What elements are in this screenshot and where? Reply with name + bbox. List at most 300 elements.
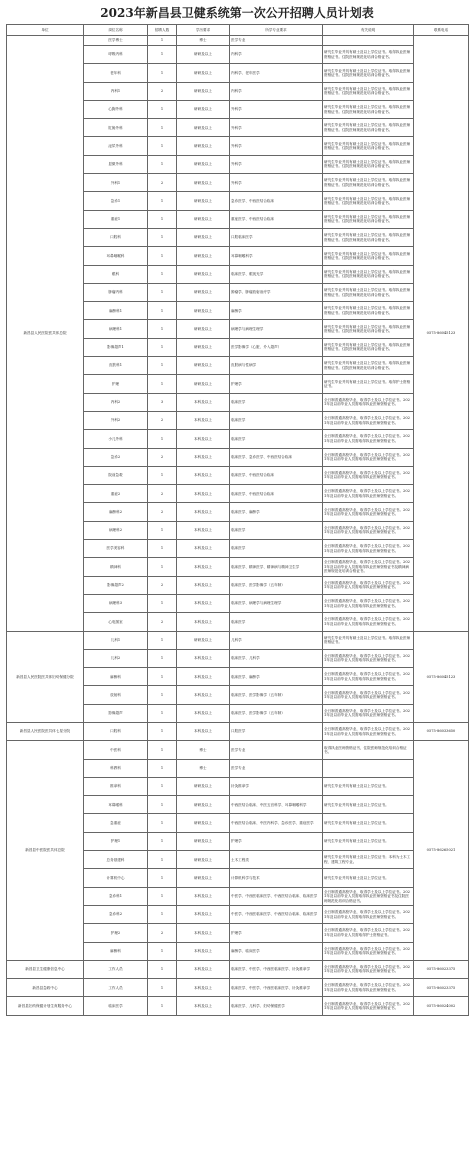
count-cell: 1 (148, 357, 177, 375)
major-cell: 中西医结合临床、中医内科学、急诊医学、重症医学 (230, 814, 323, 832)
position-cell: 工作人员 (84, 960, 148, 978)
major-cell: 中西医结合临床、中医五官科学、耳鼻咽喉科学 (230, 796, 323, 814)
education-cell: 本科及以上 (177, 960, 230, 978)
count-cell: 1 (148, 119, 177, 137)
phone-cell: 0575-86023375 (414, 979, 469, 997)
position-cell: 放射科 (84, 686, 148, 704)
education-cell: 研研及以上 (177, 192, 230, 210)
position-cell: 中医科 (84, 741, 148, 759)
count-cell: 1 (148, 942, 177, 960)
major-cell: 内科学、老年医学 (230, 64, 323, 82)
unit-cell: 新昌县中医院医共体总院 (7, 741, 84, 961)
education-cell: 研研及以上 (177, 631, 230, 649)
position-cell: 护理1 (84, 832, 148, 850)
table-header-row (7, 25, 469, 36)
header-phone: 联系电话 (414, 25, 469, 36)
header-count: 招聘人数 (148, 25, 177, 36)
position-cell: 肛肠外科 (84, 119, 148, 137)
major-cell: 儿科学 (230, 631, 323, 649)
count-cell: 2 (148, 576, 177, 594)
education-cell: 本科及以上 (177, 521, 230, 539)
unit-cell: 新昌县人民医院医共体总院 (7, 36, 84, 632)
count-cell: 1 (148, 668, 177, 686)
education-cell: 研研及以上 (177, 777, 230, 795)
count-cell: 1 (148, 649, 177, 667)
education-cell: 研研及以上 (177, 302, 230, 320)
notes-cell: 全日制普通高校毕业，取得学士及以上学位证书。2021年及以前毕业人员需取得执业医师资格证书及精神病医师规范化培训合格证书。 (323, 558, 414, 576)
position-cell: 影像超声1 (84, 338, 148, 356)
unit-cell: 新昌县人民医院医共体七星分院 (7, 722, 84, 740)
education-cell: 博士 (177, 759, 230, 777)
position-cell: 麻醉科2 (84, 503, 148, 521)
education-cell: 本科及以上 (177, 411, 230, 429)
phone-cell: 0575-86033650 (414, 722, 469, 740)
notes-cell: 全日制普通高校毕业，取得学士及以上学位证书。2021年及以前毕业人员需取得执业医师资格证书。 (323, 613, 414, 631)
count-cell: 1 (148, 741, 177, 759)
page-title: 2023年新昌县卫健系统第一次公开招聘人员计划表 (100, 6, 374, 20)
notes-cell: 研究生毕业并具有硕士及以上学位证书。取得执业医师资格证书。住院医师规范化培训合格证书。 (323, 174, 414, 192)
education-cell: 研研及以上 (177, 357, 230, 375)
unit-cell: 新昌县人民医院医共体妇幼保健分院 (7, 631, 84, 722)
count-cell: 1 (148, 777, 177, 795)
major-cell: 护理学 (230, 924, 323, 942)
count-cell: 2 (148, 503, 177, 521)
major-cell: 临床医学、中医学、中西医临床医学、针灸推拿学 (230, 960, 323, 978)
notes-cell: 全日制普通高校毕业，取得学士及以上学位证书。2021年及以前毕业人员需取得执业医师资格证书及住院医师规范化培训合格证书。 (323, 887, 414, 905)
notes-cell: 研究生毕业并具有硕士及以上学位证书。取得执业医师资格证书。住院医师规范化培训合格证书。 (323, 192, 414, 210)
position-cell: 护理 (84, 375, 148, 393)
education-cell: 研研及以上 (177, 320, 230, 338)
position-cell: 医学博士 (84, 36, 148, 46)
major-cell: 医学影像学（心脏、介入超声） (230, 338, 323, 356)
notes-cell: 全日制普通高校毕业，取得学士及以上学位证书。2021年及以前毕业人员需取得执业医师资格证书。 (323, 704, 414, 722)
notes-cell: 全日制普通高校毕业，取得学士及以上学位证书。2021年及以前毕业人员需取得执业医师资格证书。 (323, 979, 414, 997)
count-cell: 1 (148, 631, 177, 649)
count-cell: 2 (148, 485, 177, 503)
count-cell: 1 (148, 686, 177, 704)
count-cell: 1 (148, 594, 177, 612)
major-cell: 临床医学、医学影像学（五年制） (230, 576, 323, 594)
position-cell: 计算机中心 (84, 869, 148, 887)
position-cell: 病理科1 (84, 320, 148, 338)
count-cell: 1 (148, 796, 177, 814)
major-cell: 临床医学、医学影像学（五年制） (230, 686, 323, 704)
count-cell: 1 (148, 722, 177, 740)
education-cell: 研研及以上 (177, 869, 230, 887)
notes-cell: 全日制普通高校毕业，取得学士及以上学位证书。2021年及以前毕业人员需取得执业医师资格证书。 (323, 448, 414, 466)
notes-cell: 研究生毕业并具有硕士及以上学位证书。取得执业医师资格证书。住院医师规范化培训合格证书。 (323, 82, 414, 100)
major-cell: 临床医学 (230, 540, 323, 558)
major-cell: 医学专业 (230, 759, 323, 777)
major-cell: 中医学、中西医临床医学、中西医结合临床、临床医学 (230, 887, 323, 905)
major-cell: 临床医学、麻醉学 (230, 503, 323, 521)
education-cell: 本科及以上 (177, 485, 230, 503)
notes-cell: 全日制普通高校毕业，取得学士及以上学位证书。2021年及以前毕业人员需取得执业医师资格证书。 (323, 722, 414, 740)
major-cell: 护理学 (230, 375, 323, 393)
position-cell: 医学美容科 (84, 540, 148, 558)
notes-cell: 全日制普通高校毕业，取得学士及以上学位证书。2021年及以前毕业人员需取得执业医师资格证书。 (323, 521, 414, 539)
major-cell: 内科学 (230, 46, 323, 64)
notes-cell: 全日制普通高校毕业，取得学士及以上学位证书。2021年及以前毕业人员需取得执业医师资格证书。 (323, 960, 414, 978)
notes-cell: 研究生毕业并具有硕士及以上学位证书。 (323, 832, 414, 850)
major-cell: 内科学 (230, 82, 323, 100)
count-cell: 1 (148, 704, 177, 722)
position-cell: 急诊2 (84, 448, 148, 466)
table-row (7, 722, 469, 740)
count-cell: 1 (148, 759, 177, 777)
position-cell: 泌尿外科 (84, 137, 148, 155)
notes-cell: 研究生毕业并具有硕士及以上学位证书。取得执业医师资格证书。住院医师规范化培训合格证书。 (323, 265, 414, 283)
count-cell: 1 (148, 302, 177, 320)
notes-cell: 全日制普通高校毕业，取得学士及以上学位证书。2021年及以前毕业人员需取得执业医师资格证书。 (323, 594, 414, 612)
major-cell: 护理学 (230, 832, 323, 850)
education-cell: 研研及以上 (177, 137, 230, 155)
position-cell: 外科2 (84, 411, 148, 429)
notes-cell: 研究生毕业并具有硕士及以上学位证书。 (323, 869, 414, 887)
notes-cell (323, 36, 414, 46)
notes-cell: 全日制普通高校毕业，取得学士及以上学位证书。2021年及以前毕业人员需取得执业医师资格证书。 (323, 485, 414, 503)
count-cell: 1 (148, 997, 177, 1015)
education-cell: 研研及以上 (177, 210, 230, 228)
major-cell: 临床医学、中西医结合临床 (230, 485, 323, 503)
education-cell: 研研及以上 (177, 64, 230, 82)
count-cell: 1 (148, 430, 177, 448)
major-cell: 外科学 (230, 119, 323, 137)
count-cell: 1 (148, 905, 177, 923)
count-cell: 2 (148, 613, 177, 631)
major-cell: 临床医学、儿科学 (230, 649, 323, 667)
count-cell: 3 (148, 393, 177, 411)
education-cell: 本科及以上 (177, 594, 230, 612)
count-cell: 1 (148, 210, 177, 228)
major-cell: 耳鼻咽喉科学 (230, 247, 323, 265)
major-cell: 临床医学、眼视光学 (230, 265, 323, 283)
position-cell: 急诊科2 (84, 905, 148, 923)
notes-cell: 全日制普通高校毕业，取得学士及以上学位证书。2021年及以前毕业人员需取得执业医师资格证书。 (323, 503, 414, 521)
position-cell: 儿科2 (84, 649, 148, 667)
notes-cell (323, 759, 414, 777)
education-cell: 本科及以上 (177, 558, 230, 576)
education-cell: 本科及以上 (177, 576, 230, 594)
notes-cell: 研究生毕业并具有硕士及以上学位证书。 (323, 796, 414, 814)
major-cell: 临床医学、病理学与病理生理学 (230, 594, 323, 612)
education-cell: 研研及以上 (177, 375, 230, 393)
education-cell: 本科及以上 (177, 704, 230, 722)
phone-cell: 0575-86265021 (414, 741, 469, 961)
notes-cell: 研究生毕业并具有硕士及以上学位证书。取得执业医师资格证书。住院医师规范化培训合格证书。 (323, 283, 414, 301)
notes-cell: 研究生毕业并具有硕士及以上学位证书。取得执业医师资格证书。住院医师规范化培训合格证书。 (323, 137, 414, 155)
education-cell: 研研及以上 (177, 851, 230, 869)
notes-cell: 研究生毕业并具有硕士及以上学位证书。取得执业医师资格证书。住院医师规范化培训合格证书。 (323, 119, 414, 137)
position-cell: 耳鼻咽喉科 (84, 247, 148, 265)
count-cell: 1 (148, 247, 177, 265)
position-cell: 精神科 (84, 558, 148, 576)
notes-cell: 研究生毕业并具有硕士及以上学位证书。取得执业医师资格证书。住院医师规范化培训合格证书。 (323, 320, 414, 338)
notes-cell: 研究生毕业并具有硕士及以上学位证书。取得执业医师资格证书。住院医师规范化培训合格证书。 (323, 100, 414, 118)
position-cell: 儿科1 (84, 631, 148, 649)
major-cell: 麻醉学、临床医学 (230, 942, 323, 960)
education-cell: 博士 (177, 36, 230, 46)
notes-cell: 研究生毕业并具有硕士及以上学位证书。取得执业医师资格证书。住院医师规范化培训合格证书。 (323, 46, 414, 64)
count-cell: 1 (148, 320, 177, 338)
notes-cell: 研究生毕业并具有硕士及以上学位证书。取得执业医师资格证书。住院医师规范化培训合格证书。 (323, 210, 414, 228)
major-cell: 针灸推拿学 (230, 777, 323, 795)
major-cell: 临床医学、中医学、中西医临床医学、针灸推拿学 (230, 979, 323, 997)
header-major: 所学专业要求 (230, 25, 323, 36)
education-cell: 研研及以上 (177, 155, 230, 173)
education-cell: 研研及以上 (177, 796, 230, 814)
position-cell: 临床医学 (84, 997, 148, 1015)
phone-cell: 0575-86045123 (414, 631, 469, 722)
major-cell: 临床医学 (230, 430, 323, 448)
notes-cell: 研究生毕业并具有硕士及以上学位证书。取得执业医师资格证书。住院医师规范化培训合格证书。 (323, 338, 414, 356)
education-cell: 研研及以上 (177, 247, 230, 265)
position-cell: 院前急救 (84, 466, 148, 484)
education-cell: 本科及以上 (177, 649, 230, 667)
position-cell: 心胸外科 (84, 100, 148, 118)
major-cell: 口腔医学 (230, 722, 323, 740)
education-cell: 本科及以上 (177, 887, 230, 905)
major-cell: 医学专业 (230, 36, 323, 46)
education-cell: 研研及以上 (177, 338, 230, 356)
notes-cell: 研究生毕业并具有硕士及以上学位证书；本科为土木工程、建筑工程专业。 (323, 851, 414, 869)
notes-cell: 研究生毕业并具有硕士及以上学位证书。 (323, 777, 414, 795)
education-cell: 本科及以上 (177, 924, 230, 942)
position-cell: 心电图室 (84, 613, 148, 631)
count-cell: 1 (148, 338, 177, 356)
education-cell: 本科及以上 (177, 503, 230, 521)
position-cell: 推拿科 (84, 777, 148, 795)
major-cell: 计算机科学与技术 (230, 869, 323, 887)
notes-cell: 全日制普通高校毕业，取得学士及以上学位证书。2021年及以前毕业人员需取得执业医师资格证书。 (323, 411, 414, 429)
major-cell: 口腔临床医学 (230, 228, 323, 246)
count-cell: 1 (148, 64, 177, 82)
position-cell: 影像超声 (84, 704, 148, 722)
position-cell: 急诊科1 (84, 887, 148, 905)
notes-cell: 研究生毕业并具有硕士及以上学位证书。取得护士资格证书。 (323, 375, 414, 393)
position-cell: 肿瘤内科 (84, 283, 148, 301)
position-cell: 病理科2 (84, 521, 148, 539)
notes-cell: 全日制普通高校毕业，取得学士及以上学位证书。2021年及以前毕业人员需取得执业医师资格证书。 (323, 668, 414, 686)
count-cell: 1 (148, 814, 177, 832)
header-notes: 有关说明 (323, 25, 414, 36)
count-cell: 1 (148, 869, 177, 887)
major-cell: 外科学 (230, 174, 323, 192)
position-cell: 病理科3 (84, 594, 148, 612)
position-cell: 皮肤科1 (84, 357, 148, 375)
education-cell: 研研及以上 (177, 100, 230, 118)
major-cell: 急诊医学、中西医结合临床 (230, 192, 323, 210)
major-cell: 病理学与病理生理学 (230, 320, 323, 338)
count-cell: 1 (148, 540, 177, 558)
position-cell: 眼科 (84, 265, 148, 283)
education-cell: 本科及以上 (177, 540, 230, 558)
position-cell: 内科2 (84, 393, 148, 411)
position-cell: 显微外科 (84, 155, 148, 173)
major-cell: 临床医学、儿科学、妇幼保健医学 (230, 997, 323, 1015)
major-cell: 临床医学、医学影像学（五年制） (230, 704, 323, 722)
major-cell: 皮肤病与性病学 (230, 357, 323, 375)
position-cell: 工作人员 (84, 979, 148, 997)
position-cell: 外科1 (84, 174, 148, 192)
count-cell: 1 (148, 887, 177, 905)
major-cell: 外科学 (230, 100, 323, 118)
major-cell: 土木工程类 (230, 851, 323, 869)
education-cell: 本科及以上 (177, 942, 230, 960)
education-cell: 研研及以上 (177, 119, 230, 137)
education-cell: 研研及以上 (177, 283, 230, 301)
major-cell: 临床医学、麻醉学 (230, 668, 323, 686)
position-cell: 影像超声2 (84, 576, 148, 594)
education-cell: 研研及以上 (177, 265, 230, 283)
education-cell: 本科及以上 (177, 905, 230, 923)
count-cell: 1 (148, 558, 177, 576)
major-cell: 肿瘤学、肿瘤放射治疗学 (230, 283, 323, 301)
position-cell: 麻醉科 (84, 668, 148, 686)
education-cell: 本科及以上 (177, 448, 230, 466)
header-position: 岗位名称 (84, 25, 148, 36)
count-cell: 1 (148, 100, 177, 118)
education-cell: 本科及以上 (177, 466, 230, 484)
table-row (7, 36, 469, 46)
table-row (7, 741, 469, 759)
notes-cell: 研究生毕业并具有硕士及以上学位证书。取得执业医师资格证书。住院医师规范化培训合格证书。 (323, 155, 414, 173)
count-cell: 1 (148, 155, 177, 173)
recruitment-table (6, 24, 469, 1016)
major-cell: 临床医学、精神医学、精神病与精神卫生学 (230, 558, 323, 576)
notes-cell: 研究生毕业并具有硕士及以上学位证书。取得执业医师资格证书。住院医师规范化培训合格证书。 (323, 64, 414, 82)
education-cell: 研研及以上 (177, 228, 230, 246)
major-cell: 中医学、中西医临床医学、中西医结合临床、临床医学 (230, 905, 323, 923)
notes-cell: 全日制普通高校毕业，取得学士及以上学位证书。2021年及以前毕业人员需取得执业医师资格证书。 (323, 649, 414, 667)
education-cell: 研研及以上 (177, 174, 230, 192)
position-cell: 麻醉科1 (84, 302, 148, 320)
count-cell: 1 (148, 466, 177, 484)
notes-cell: 全日制普通高校毕业，取得学士及以上学位证书。2021年及以前毕业人员需取得执业医师资格证书。 (323, 686, 414, 704)
position-cell: 总务基建科 (84, 851, 148, 869)
phone-cell: 0575-86023375 (414, 960, 469, 978)
count-cell: 1 (148, 265, 177, 283)
notes-cell: 研究生毕业并具有硕士及以上学位证书。 (323, 814, 414, 832)
education-cell: 本科及以上 (177, 686, 230, 704)
table-row (7, 631, 469, 649)
education-cell: 本科及以上 (177, 979, 230, 997)
count-cell: 1 (148, 979, 177, 997)
count-cell: 1 (148, 851, 177, 869)
education-cell: 博士 (177, 741, 230, 759)
notes-cell: 全日制普通高校毕业，取得学士及以上学位证书。2021年及以前毕业人员需取得执业医师资格证书。 (323, 997, 414, 1015)
count-cell: 2 (148, 411, 177, 429)
major-cell: 医学专业 (230, 741, 323, 759)
header-education: 学历要求 (177, 25, 230, 36)
table-row (7, 979, 469, 997)
major-cell: 临床医学 (230, 393, 323, 411)
position-cell: 老年科 (84, 64, 148, 82)
position-cell: 小儿外科 (84, 430, 148, 448)
count-cell: 1 (148, 832, 177, 850)
notes-cell: 研究生毕业并具有硕士及以上学位证书。取得执业医师资格证书。住院医师规范化培训合格证书。 (323, 357, 414, 375)
count-cell: 1 (148, 137, 177, 155)
position-cell: 呼吸内科 (84, 46, 148, 64)
count-cell: 1 (148, 960, 177, 978)
notes-cell: 研究生毕业并具有硕士及以上学位证书。取得执业医师资格证书。住院医师规范化培训合格证书。 (323, 247, 414, 265)
count-cell: 1 (148, 192, 177, 210)
table-body (7, 36, 469, 1016)
notes-cell: 全日制普通高校毕业，取得学士及以上学位证书。2021年及以前毕业人员需取得执业医师资格证书。 (323, 430, 414, 448)
major-cell: 临床医学 (230, 411, 323, 429)
major-cell: 临床医学 (230, 613, 323, 631)
notes-cell: 全日制普通高校毕业，取得学士及以上学位证书。2021年及以前毕业人员需取得执业医师资格证书。 (323, 466, 414, 484)
phone-cell: 0575-86024002 (414, 997, 469, 1015)
table-row (7, 960, 469, 978)
position-cell: 重症1 (84, 210, 148, 228)
position-cell: 口腔科 (84, 722, 148, 740)
education-cell: 本科及以上 (177, 722, 230, 740)
education-cell: 本科及以上 (177, 613, 230, 631)
major-cell: 麻醉学 (230, 302, 323, 320)
unit-cell: 新昌县妇幼保健计划生育服务中心 (7, 997, 84, 1015)
notes-cell: 全日制普通高校毕业，取得学士及以上学位证书。2021年及以前毕业人员需取得执业医师资格证书。 (323, 540, 414, 558)
major-cell: 临床医学 (230, 521, 323, 539)
count-cell: 2 (148, 82, 177, 100)
education-cell: 本科及以上 (177, 430, 230, 448)
position-cell: 耳鼻喉科 (84, 796, 148, 814)
position-cell: 口腔科 (84, 228, 148, 246)
count-cell: 1 (148, 375, 177, 393)
education-cell: 研研及以上 (177, 814, 230, 832)
position-cell: 急诊1 (84, 192, 148, 210)
position-cell: 急重症 (84, 814, 148, 832)
education-cell: 本科及以上 (177, 668, 230, 686)
count-cell: 1 (148, 228, 177, 246)
unit-cell: 新昌县卫生健康信息中心 (7, 960, 84, 978)
position-cell: 护理2 (84, 924, 148, 942)
notes-cell: 全日制普通高校毕业，取得学士及以上学位证书。2021年及以前毕业人员需取得执业医师资格证书。 (323, 576, 414, 594)
notes-cell: 研究生毕业并具有硕士及以上学位证书。取得执业医师资格证书。住院医师规范化培训合格证书。 (323, 302, 414, 320)
table-row (7, 997, 469, 1015)
count-cell: 1 (148, 36, 177, 46)
position-cell: 内科1 (84, 82, 148, 100)
major-cell: 外科学 (230, 137, 323, 155)
count-cell: 2 (148, 174, 177, 192)
notes-cell: 全日制普通高校毕业，取得学士及以上学位证书。2021年及以前毕业人员需取得护士资格证书。 (323, 924, 414, 942)
education-cell: 研研及以上 (177, 46, 230, 64)
notes-cell: 研究生毕业并具有硕士及以上学位证书。取得执业医师资格证书。住院医师规范化培训合格证书。 (323, 228, 414, 246)
position-cell: 科教科 (84, 759, 148, 777)
count-cell: 1 (148, 283, 177, 301)
position-cell: 重症2 (84, 485, 148, 503)
education-cell: 本科及以上 (177, 393, 230, 411)
count-cell: 1 (148, 521, 177, 539)
count-cell: 2 (148, 448, 177, 466)
education-cell: 研研及以上 (177, 832, 230, 850)
unit-cell: 新昌县急救中心 (7, 979, 84, 997)
major-cell: 临床医学、中西医结合临床 (230, 466, 323, 484)
notes-cell: 取得执业医师资格证书，住院医师规范化培训合格证书。 (323, 741, 414, 759)
notes-cell: 全日制普通高校毕业，取得学士及以上学位证书。2021年及以前毕业人员需取得执业医师资格证书。 (323, 942, 414, 960)
count-cell: 2 (148, 924, 177, 942)
position-cell: 麻醉科 (84, 942, 148, 960)
notes-cell: 全日制普通高校毕业，取得学士及以上学位证书。2021年及以前毕业人员需取得执业医师资格证书。 (323, 393, 414, 411)
major-cell: 临床医学、急诊医学、中西医结合临床 (230, 448, 323, 466)
phone-cell: 0575-86045123 (414, 36, 469, 632)
major-cell: 外科学 (230, 155, 323, 173)
notes-cell: 研究生毕业并具有硕士及以上学位证书。取得执业医师资格证书。 (323, 631, 414, 649)
major-cell: 重症医学、中西医结合临床 (230, 210, 323, 228)
count-cell: 1 (148, 46, 177, 64)
education-cell: 研研及以上 (177, 82, 230, 100)
education-cell: 本科及以上 (177, 997, 230, 1015)
